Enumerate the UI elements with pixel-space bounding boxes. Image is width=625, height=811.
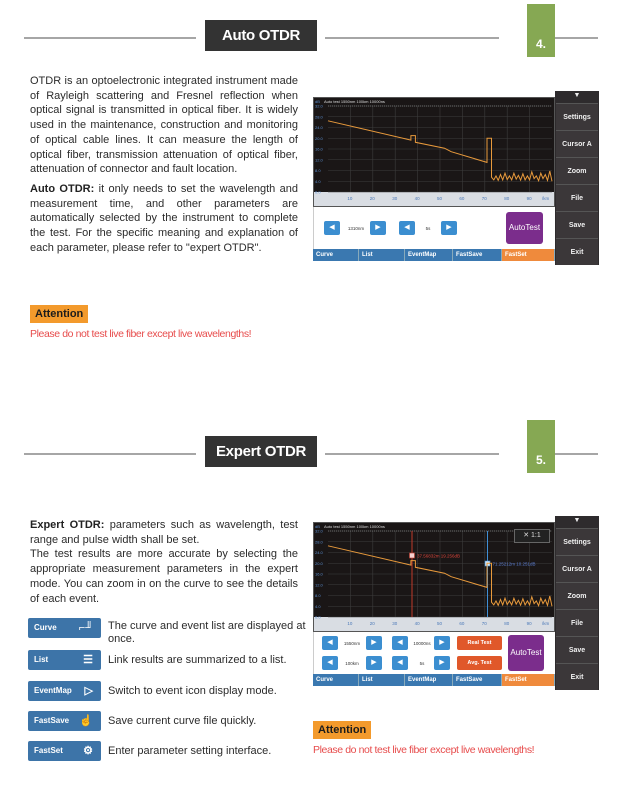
tab-eventmap[interactable]: EventMap	[405, 249, 453, 261]
pulse-prev-button[interactable]: ◀	[392, 636, 408, 650]
bottom-tabs	[313, 674, 555, 686]
y-unit-label: dB	[315, 99, 320, 104]
y-tick-label: 28.0	[315, 539, 323, 545]
x-tick-label: 30	[392, 196, 398, 201]
x-tick-label: 20	[369, 621, 375, 626]
zoom-button[interactable]: Zoom	[556, 582, 598, 609]
x-unit-label: /km	[542, 196, 550, 201]
curve-icon: ⌐╜	[78, 622, 93, 634]
x-unit-label: /km	[542, 621, 550, 626]
save-button[interactable]: Save	[556, 211, 598, 238]
divider	[325, 453, 499, 455]
section-header-auto	[0, 0, 625, 80]
y-tick-label: 12.0	[315, 157, 323, 163]
x-tick-label: 40	[414, 621, 420, 626]
wavelength-value: 1310nm	[347, 226, 365, 231]
tab-curve[interactable]: Curve	[313, 674, 359, 686]
pulse-next-button[interactable]: ▶	[434, 636, 450, 650]
controls-panel	[313, 632, 555, 674]
section-header-expert	[0, 416, 625, 496]
exit-button[interactable]: Exit	[556, 663, 598, 690]
y-tick-label: 12.0	[315, 582, 323, 588]
y-tick-label: 16.0	[315, 146, 323, 152]
intro-text: OTDR is an optoelectronic integrated instrument made of Rayleigh scattering and Fresnel reflection when optical signal is transmitted in optical fiber. It is widely used in the maintenance, construction and monitoring of optical cable lines. It can measure the length of optical fiber, transmission attenuation of optical fiber, attenuation of connector and fault location.	[30, 75, 298, 176]
range-value: 100km	[345, 661, 359, 666]
y-tick-label: 20.0	[315, 135, 323, 141]
list-label: List	[34, 655, 49, 664]
cursor-a-button[interactable]: Cursor A	[556, 555, 598, 582]
side-menu	[555, 516, 599, 690]
x-tick-label: 60	[459, 621, 465, 626]
zoom-reset-button[interactable]: ✕ 1:1	[514, 529, 550, 543]
divider	[24, 37, 196, 39]
section-number: 4.	[527, 4, 555, 57]
fastsave-button[interactable]	[28, 711, 101, 731]
eventmap-desc: Switch to event icon display mode.	[108, 685, 277, 697]
tab-fastset[interactable]: FastSet	[502, 249, 555, 261]
y-tick-label: 4.0	[315, 603, 321, 609]
bottom-tabs	[313, 249, 555, 261]
y-tick-label: 28.0	[315, 114, 323, 120]
autotest-button[interactable]: AutoTest	[506, 212, 543, 244]
y-tick-label: 24.0	[315, 550, 323, 555]
fastset-button[interactable]	[28, 741, 101, 761]
file-button[interactable]: File	[556, 609, 598, 636]
time-prev-button[interactable]: ◀	[399, 221, 415, 235]
y-tick-label: 8.0	[315, 593, 321, 598]
eventmap-label: EventMap	[34, 686, 72, 695]
time-value: 5s	[419, 661, 425, 666]
pulse-value: 10000ns	[413, 641, 431, 646]
divider	[555, 453, 598, 455]
x-tick-label: 50	[437, 621, 443, 626]
divider	[325, 37, 499, 39]
wavelength-next-button[interactable]: ▶	[366, 636, 382, 650]
list-desc: Link results are summarized to a list.	[108, 654, 287, 666]
list-button[interactable]	[28, 650, 101, 670]
settings-button[interactable]: Settings	[556, 103, 598, 130]
fastsave-desc: Save current curve file quickly.	[108, 715, 257, 727]
x-tick-label: 90	[526, 196, 532, 201]
fastsave-label: FastSave	[34, 716, 70, 725]
cursor-b-readout: 71.25212m 10.251dB	[492, 561, 536, 567]
fastset-label: FastSet	[34, 746, 63, 755]
otdr-screen-expert	[313, 516, 599, 690]
section-number: 5.	[527, 420, 555, 473]
expert-text-1	[30, 518, 298, 547]
x-tick-label: 50	[437, 196, 443, 201]
x-tick-label: 90	[526, 621, 532, 626]
zoom-ratio: 1:1	[531, 532, 541, 539]
y-tick-label: 4.0	[315, 178, 321, 184]
wavelength-prev-button[interactable]: ◀	[322, 636, 338, 650]
x-tick-label: 40	[414, 196, 420, 201]
tab-eventmap[interactable]: EventMap	[405, 674, 453, 686]
x-tick-label: 80	[504, 196, 510, 201]
eventmap-button[interactable]	[28, 681, 101, 701]
cursor-a-marker	[410, 553, 415, 558]
time-value: 5s	[425, 226, 431, 231]
attention-auto	[30, 304, 251, 340]
otdr-screen-auto	[313, 91, 599, 265]
curve-desc: The curve and event list are displayed at once.	[108, 620, 306, 645]
autotest-button[interactable]: AutoTest	[508, 635, 544, 671]
range-prev-button[interactable]: ◀	[322, 656, 338, 670]
cursor-a-readout: 37.56832m 19.256dB	[417, 553, 461, 559]
expert-text-2: The test results are more accurate by selecting the appropriate measurement parameters in the expert mode. You can zoom in on the curve to see the details of each event.	[30, 548, 298, 605]
dropdown-arrow-icon[interactable]: ▼	[573, 517, 581, 524]
dropdown-arrow-icon[interactable]: ▼	[573, 92, 581, 99]
y-tick-label: 8.0	[315, 168, 321, 173]
warning-text: Please do not test live fiber except live wavelengths!	[313, 744, 535, 756]
expert-description	[30, 518, 298, 606]
x-tick-label: 70	[481, 196, 487, 201]
time-next-button[interactable]: ▶	[441, 221, 457, 235]
wavelength-value: 1550nm	[343, 641, 361, 646]
controls-panel	[313, 207, 555, 249]
divider	[555, 37, 598, 39]
fastset-desc: Enter parameter setting interface.	[108, 745, 272, 757]
attention-expert	[313, 720, 534, 756]
y-tick-label: 0.0	[315, 189, 321, 195]
fastsave-icon: ☝	[79, 715, 93, 727]
gear-icon: ⚙	[83, 745, 93, 757]
real-test-button[interactable]: Real Test	[457, 636, 502, 650]
y-tick-label: 16.0	[315, 571, 323, 577]
section-title: Auto OTDR	[205, 20, 317, 51]
tab-list[interactable]: List	[359, 249, 405, 261]
auto-description	[30, 74, 298, 260]
y-tick-label: 0.0	[315, 614, 321, 620]
y-tick-label: 20.0	[315, 560, 323, 566]
otdr-plot	[313, 522, 555, 632]
attention-badge: Attention	[313, 721, 371, 739]
x-tick-label: 60	[459, 196, 465, 201]
range-next-button[interactable]: ▶	[366, 656, 382, 670]
divider	[24, 453, 196, 455]
time-prev-button[interactable]: ◀	[392, 656, 408, 670]
tab-list[interactable]: List	[359, 674, 405, 686]
tab-fastsave[interactable]: FastSave	[453, 674, 502, 686]
section-title: Expert OTDR	[205, 436, 317, 467]
plot-header: Auto test 1550nm 100km 10000ns	[324, 99, 385, 104]
tab-fastsave[interactable]: FastSave	[453, 249, 502, 261]
x-tick-label: 10	[347, 621, 353, 626]
expert-text: parameters such as wavelength, test range and pulse width shall be set.	[30, 519, 298, 546]
cursor-a-button[interactable]: Cursor A	[556, 130, 598, 157]
curve-label: Curve	[34, 623, 57, 632]
wavelength-next-button[interactable]: ▶	[370, 221, 386, 235]
eventmap-icon: ▷	[84, 685, 93, 697]
x-tick-label: 70	[481, 621, 487, 626]
y-tick-label: 24.0	[315, 125, 323, 130]
auto-otdr-text	[30, 182, 298, 256]
plot-header: Auto test 1550nm 100km 10000ns	[324, 524, 385, 529]
side-menu	[555, 91, 599, 265]
y-tick-label: 32.0	[315, 528, 323, 534]
attention-badge: Attention	[30, 305, 88, 323]
otdr-plot	[313, 97, 555, 207]
x-tick-label: 30	[392, 621, 398, 626]
auto-label: Auto OTDR:	[30, 182, 95, 195]
zoom-button[interactable]: Zoom	[556, 157, 598, 184]
tab-curve[interactable]: Curve	[313, 249, 359, 261]
list-icon: ☰	[83, 654, 93, 666]
warning-text: Please do not test live fiber except live wavelengths!	[30, 328, 252, 340]
time-next-button[interactable]: ▶	[434, 656, 450, 670]
save-button[interactable]: Save	[556, 636, 598, 663]
auto-text: it only needs to set the wavelength and measurement time, and other parameters are automatically selected by the instrument to complete the test. For the specific meaning and explanation of each parameter, please refer to "expert OTDR".	[30, 182, 298, 254]
y-unit-label: dB	[315, 524, 320, 529]
wavelength-prev-button[interactable]: ◀	[324, 221, 340, 235]
x-tick-label: 20	[369, 196, 375, 201]
file-button[interactable]: File	[556, 184, 598, 211]
curve-button[interactable]	[28, 618, 101, 638]
x-tick-label: 10	[347, 196, 353, 201]
settings-button[interactable]: Settings	[556, 528, 598, 555]
exit-button[interactable]: Exit	[556, 238, 598, 265]
x-tick-label: 80	[504, 621, 510, 626]
tab-fastset[interactable]: FastSet	[502, 674, 555, 686]
y-tick-label: 32.0	[315, 103, 323, 109]
otdr-chart	[314, 98, 554, 206]
expert-label: Expert OTDR:	[30, 519, 105, 531]
avg-test-button[interactable]: Avg. Test	[457, 656, 502, 670]
